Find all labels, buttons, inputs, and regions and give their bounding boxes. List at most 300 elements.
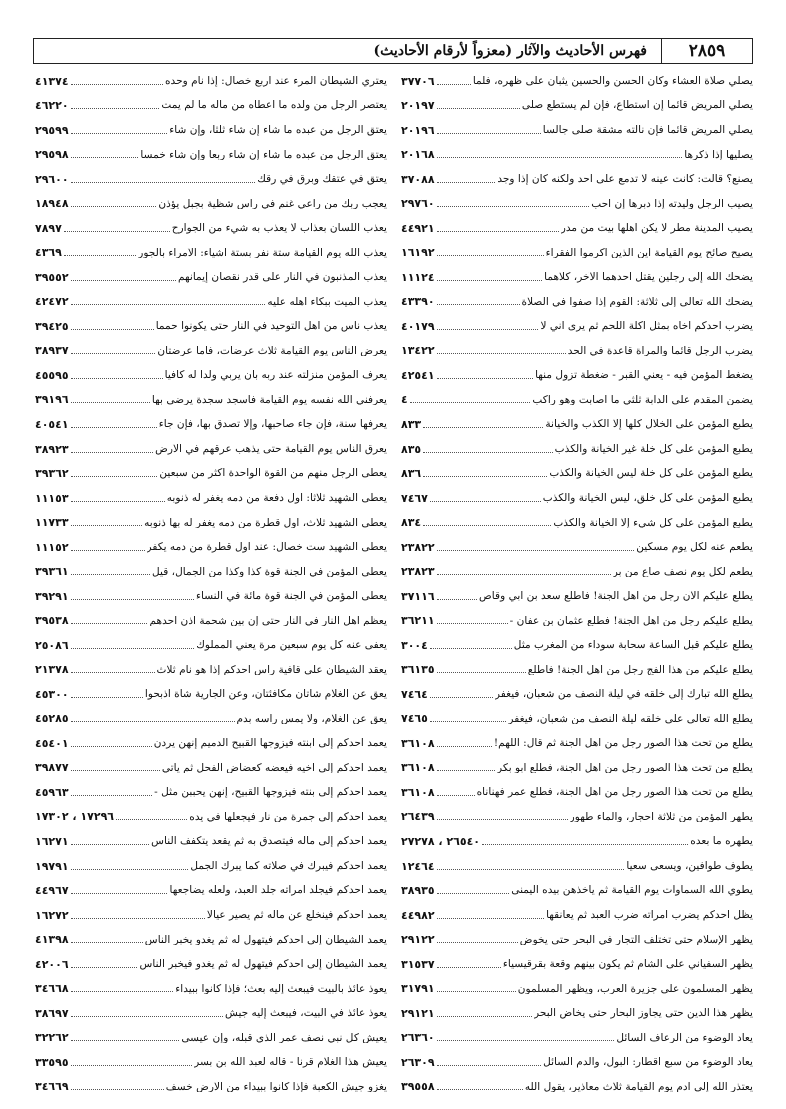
leader-dots	[437, 378, 533, 379]
hadith-number: ٣٤٦٦٩	[35, 1080, 69, 1094]
leader-dots	[71, 157, 139, 158]
leader-dots	[71, 648, 195, 649]
hadith-number: ٨٣٣	[401, 417, 422, 431]
leader-dots	[437, 893, 510, 894]
hadith-number: ٤١٣٩٨	[35, 933, 69, 947]
leader-dots	[71, 770, 160, 771]
leader-dots	[71, 574, 150, 575]
index-entry	[399, 902, 753, 927]
hadith-text: يطلع الله تبارك إلى خلقه في ليلة النصف من شعبان، فيغفر	[494, 689, 753, 700]
leader-dots	[71, 525, 143, 526]
hadith-number: ٣٩٨٧٧	[35, 761, 69, 775]
leader-dots	[71, 623, 148, 624]
index-entry	[399, 976, 753, 1001]
index-entry	[399, 510, 753, 535]
hadith-number: ٢٩٦٠٠	[35, 172, 69, 186]
hadith-text: يعطى الشهيد ثلاثا: أول دفعة من دمه يغفر له ذنوبه	[166, 492, 387, 504]
leader-dots	[437, 329, 539, 330]
index-entry	[399, 264, 753, 289]
leader-dots	[437, 231, 559, 232]
hadith-text: يعطى الشهيد ست خصال: عند أول قطرة من دمه يكفر	[146, 542, 387, 553]
hadith-number: ٢٩٥٩٩	[35, 123, 69, 137]
hadith-text: يعفى عنه كل يوم سبعين مرة يعني المملوك	[196, 640, 387, 651]
index-entry	[33, 608, 387, 633]
leader-dots	[71, 869, 189, 870]
hadith-number: ٤٠٥٤١	[35, 417, 69, 431]
hadith-number: ٣٩٣٦١	[35, 565, 69, 579]
hadith-number: ٤٥٣٠٠	[35, 687, 69, 701]
index-entry	[399, 730, 753, 755]
hadith-number: ٣٣٥٩٥	[35, 1055, 69, 1069]
leader-dots	[437, 599, 477, 600]
hadith-text: يعرق الناس يوم القيامة حتى يذهب عرقهم في الأرض	[155, 443, 387, 455]
hadith-number: ٢٣٨٢٢	[401, 540, 435, 554]
hadith-text: يعمد الشيطان إلى أحدكم فيتهول له ثم يغدو يخبر الناس	[144, 934, 387, 946]
leader-dots	[437, 550, 635, 551]
leader-dots	[437, 1089, 523, 1090]
hadith-number: ٤٠١٧٩	[401, 319, 435, 333]
hadith-text: يطوي الله السماوات يوم القيامة ثم يأخذهن بيده اليمنى	[511, 885, 753, 897]
index-entry	[399, 338, 753, 363]
index-entry	[399, 362, 753, 387]
leader-dots	[71, 452, 154, 453]
hadith-text: يضحك الله تعالى إلى ثلاثة: القوم إذا صفوا في الصلاة	[521, 296, 753, 308]
leader-dots	[437, 255, 544, 256]
index-entry	[399, 1025, 753, 1050]
hadith-text: يصيح صائح يوم القيامة أين الذين أكرموا الفقراء	[545, 247, 753, 259]
leader-dots	[71, 133, 168, 134]
leader-dots	[71, 501, 165, 502]
leader-dots	[437, 918, 544, 919]
index-entry	[399, 436, 753, 461]
hadith-text: يظهر السفياني على الشام ثم يكون بينهم وقعة بقرقيسياء	[502, 959, 753, 970]
hadith-number: ٣٦١٠٨	[401, 785, 435, 799]
leader-dots	[71, 844, 150, 845]
leader-dots	[437, 84, 471, 85]
index-entry	[399, 681, 753, 706]
hadith-text: يعمد الشيطان إلى أحدكم فيتهول له ثم يغدو فيخبر الناس	[139, 959, 387, 970]
hadith-number: ٢٩٧٦٠	[401, 197, 435, 211]
hadith-number: ١٨٩٤٨	[35, 197, 69, 211]
index-entry	[399, 313, 753, 338]
leader-dots	[71, 918, 205, 919]
hadith-number: ٣٦١٣٥	[401, 663, 435, 677]
page-title: فهرس الأحاديث والآثار (معزواً لأرقام الأحاديث)	[373, 43, 647, 59]
index-entry	[33, 215, 387, 240]
index-entry	[399, 927, 753, 952]
hadith-text: يعذب الله يوم القيامة ستة نفر بستة أشياء: الأمراء بالجور	[138, 247, 387, 259]
leader-dots	[71, 378, 163, 379]
leader-dots	[71, 329, 154, 330]
hadith-number: ٤٦٢٢٠	[35, 99, 69, 113]
leader-dots	[64, 231, 170, 232]
hadith-text: يصيب المدينة مطر لا يكن أهلها بيت من مدر	[560, 223, 753, 234]
index-entry	[33, 264, 387, 289]
hadith-number: ١٦٢٧٢	[35, 908, 69, 922]
hadith-number: ٣٧٧٠٦	[401, 74, 435, 88]
hadith-text: يعطى المؤمن في الجنة قوة مائة في النساء	[196, 591, 387, 602]
hadith-text: يعوذ عائذ في البيت، فيبعث إليه جيش	[224, 1008, 387, 1019]
index-entry	[399, 240, 753, 265]
hadith-text: يعمد أحدكم فيجلد امرأته جلد العبد، ولعله يضاجعها	[169, 885, 387, 897]
hadith-number: ١١١٥٢	[35, 540, 69, 554]
hadith-text: يصليها إذا ذكرها	[684, 149, 753, 161]
leader-dots	[71, 942, 143, 943]
index-entry	[33, 240, 387, 265]
index-entry	[33, 1074, 387, 1099]
hadith-number: ٤٢٤٧٢	[35, 295, 69, 309]
leader-dots	[71, 84, 163, 85]
index-entry	[399, 632, 753, 657]
leader-dots	[430, 697, 493, 698]
hadith-text: يطهر المؤمن من ثلاثة أحجار، والماء طهور	[569, 811, 753, 823]
hadith-number: ٣٩٢٩١	[35, 589, 69, 603]
hadith-number: ٧٤٦٥	[401, 712, 428, 726]
leader-dots	[71, 206, 157, 207]
hadith-text: يعمد أحدكم إلى بنته فيزوجها القبيح، إنهن يحببن مثل -	[154, 787, 387, 798]
leader-dots	[437, 795, 475, 796]
hadith-number: ٤١٣٧٤	[35, 74, 69, 88]
hadith-number: ٢١٣٧٨	[35, 663, 69, 677]
hadith-text: يعطى الرجل منهم من القوة الواحدة أكثر من سبعين	[159, 468, 387, 480]
index-entry	[399, 461, 753, 486]
hadith-number: ١٩٧٩١	[35, 859, 69, 873]
leader-dots	[437, 206, 590, 207]
hadith-number: ٤٢٥٤١	[401, 368, 435, 382]
hadith-number: ٤٣٣٩٠	[401, 295, 435, 309]
hadith-number: ٣٢٢٦٢	[35, 1031, 69, 1045]
page-header	[33, 38, 753, 64]
index-entry	[33, 828, 387, 853]
index-entry	[33, 853, 387, 878]
leader-dots	[71, 402, 150, 403]
hadith-number: ٢٦٣٠٩	[401, 1055, 435, 1069]
hadith-text: يطلع عليكم الآن رجل من أهل الجنة! فاطلع سعد بن أبي وقاص	[478, 591, 753, 602]
leader-dots	[423, 476, 547, 477]
leader-dots	[437, 280, 543, 281]
hadith-number: ١١١٥٣	[35, 491, 69, 505]
index-entry	[33, 927, 387, 952]
hadith-text: يضغط المؤمن فيه - يعني القبر - ضغطة تزول منها	[535, 370, 753, 381]
index-entry	[33, 706, 387, 731]
leader-dots	[71, 1065, 193, 1066]
index-entry	[399, 951, 753, 976]
hadith-number: ٤٥٤٠١	[35, 736, 69, 750]
hadith-text: يعمد أحدكم فينخلع عن ماله ثم يصير عيالا	[206, 910, 387, 921]
leader-dots	[423, 452, 553, 453]
leader-dots	[437, 108, 520, 109]
hadith-text: يعطى الشهيد ثلاث، أول قطرة من دمه يغفر له بها ذنوبه	[144, 517, 387, 529]
leader-dots	[430, 721, 507, 722]
index-entry	[33, 779, 387, 804]
index-entry	[33, 93, 387, 118]
hadith-text: يصلي صلاة العشاء وكان الحسن والحسين يثبان على ظهره، فلما	[472, 75, 753, 87]
leader-dots	[437, 133, 541, 134]
index-entry	[399, 1049, 753, 1074]
hadith-number: ٢٩١٢١	[401, 1006, 435, 1020]
hadith-text: يعذب اللسان بعذاب لا يعذب به شيء من الجوارح	[171, 223, 387, 234]
hadith-number: ٧٤٦٧	[401, 491, 428, 505]
leader-dots	[71, 1016, 223, 1017]
hadith-number: ٣٩٣٦٢	[35, 467, 69, 481]
leader-dots	[437, 1040, 615, 1041]
hadith-number: ٤٥٩٦٣	[35, 785, 69, 799]
leader-dots	[437, 770, 495, 771]
hadith-text: يطلع من تحت هذا الصور رجل من أهل الجنة ثم قال: اللهم!	[493, 738, 753, 749]
hadith-text: يطلع من تحت هذا الصور رجل من أهل الجنة، فطلع عمر فهنأناه	[476, 787, 753, 798]
hadith-text: يعتصر الرجل من ولده ما أعطاه من ماله ما لم يمت	[161, 100, 387, 112]
hadith-number: ٣٠٠٤	[401, 638, 428, 652]
leader-dots	[410, 402, 531, 403]
index-entry	[399, 534, 753, 559]
leader-dots	[71, 893, 168, 894]
leader-dots	[71, 280, 176, 281]
index-entry	[33, 534, 387, 559]
index-entry	[33, 951, 387, 976]
hadith-number: ٣٨٩٢٣	[35, 442, 69, 456]
index-entry	[399, 755, 753, 780]
hadith-text: يعتق الرجل من عبده ما شاء إن شاء ثلثا، وإن شاء	[169, 125, 387, 136]
index-entry	[33, 191, 387, 216]
hadith-text: يعيش هذا الغلام قرنا - قاله لعبد الله بن بسر	[194, 1057, 387, 1068]
hadith-text: يعذب المذنبون في النار على قدر نقصان إيمانهم	[177, 272, 387, 283]
leader-dots	[430, 648, 512, 649]
hadith-text: يضرب الرجل قائماً والمرأة قاعدة في الحد	[567, 345, 753, 357]
hadith-text: يعرف المؤمن منزلته عند ربه بأن يربي ولدا له كافيا	[164, 370, 387, 381]
index-entry	[399, 583, 753, 608]
hadith-number: ٨٣٤	[401, 516, 422, 530]
index-entry	[399, 166, 753, 191]
hadith-text: يطبع المؤمن على الخلال كلها إلا الكذب والخيانة	[545, 419, 753, 430]
leader-dots	[71, 182, 256, 183]
hadith-number: ٤	[401, 393, 408, 407]
hadith-number: ١١٧٣٣	[35, 516, 69, 530]
hadith-number: ٤٣٦٩	[35, 246, 62, 260]
hadith-number: ٣٧١١٦	[401, 589, 435, 603]
index-entry	[399, 559, 753, 584]
leader-dots	[437, 746, 492, 747]
hadith-number: ٢٩٥٩٨	[35, 148, 69, 162]
hadith-text: يظهر الإسلام حتى تختلف التجار في البحر حتى يخوض	[519, 934, 753, 946]
hadith-text: يعمد أحدكم فيبرك في صلاته كما يبرك الجمل	[190, 860, 387, 872]
leader-dots	[71, 599, 194, 600]
leader-dots	[71, 427, 157, 428]
hadith-text: يظل أحدكم يضرب امرأته ضرب العبد ثم يعانقها	[546, 910, 753, 921]
index-entry	[33, 485, 387, 510]
index-entry	[399, 387, 753, 412]
hadith-number: ٢٩١٢٢	[401, 933, 435, 947]
hadith-number: ٣١٧٩١	[401, 982, 435, 996]
hadith-text: يعوذ عائذ بالبيت فيبعث إليه بعث؛ فإذا كانوا ببيداء	[175, 983, 387, 995]
leader-dots	[430, 501, 541, 502]
hadith-number: ١١١٢٤	[401, 270, 435, 284]
index-entry	[33, 1025, 387, 1050]
hadith-text: يطعم عنه لكل يوم مسكين	[636, 542, 753, 553]
hadith-text: يطلع عليكم رجل من أهل الجنة! فطلع عثمان بن عفان -	[509, 615, 753, 627]
index-entry	[33, 338, 387, 363]
hadith-number: ٢٥٠٨٦	[35, 638, 69, 652]
index-entry	[399, 706, 753, 731]
hadith-number: ٢٦٣٦٠	[401, 1031, 435, 1045]
leader-dots	[437, 869, 625, 870]
hadith-text: يضمن المقدم على الدابة ثلثي ما أصابت وهو راكب	[532, 394, 753, 406]
hadith-text: يعذب ناس من أهل التوحيد في النار حتى يكونوا حمما	[155, 321, 387, 332]
leader-dots	[437, 304, 520, 305]
index-entry	[399, 1000, 753, 1025]
hadith-text: يطبع المؤمن على كل شيء إلا الخيانة والكذب	[553, 517, 753, 529]
hadith-number: ٧٨٩٧	[35, 221, 62, 235]
leader-dots	[437, 1065, 542, 1066]
hadith-text: يعظم أهل النار في النار حتى إن بين شحمة أذن أحدهم	[149, 615, 387, 627]
index-entry	[33, 142, 387, 167]
hadith-number: ٣٧٠٨٨	[401, 172, 435, 186]
hadith-text: يعمد أحدكم إلى جمرة من نار فيجعلها في يده	[189, 811, 387, 823]
hadith-number: ٣٩٥٥٢	[35, 270, 69, 284]
hadith-text: يطبع المؤمن على كل خلة غير الخيانة والكذب	[554, 443, 753, 455]
index-entry	[399, 1074, 753, 1099]
hadith-number: ١٢٤٦٤	[401, 859, 435, 873]
hadith-text: يعتق الرجل من عبده ما شاء إن شاء ربعا وإن شاء خمسا	[140, 149, 387, 161]
index-entry	[33, 730, 387, 755]
leader-dots	[116, 819, 187, 820]
leader-dots	[437, 574, 611, 575]
hadith-text: يصنع؟ قالت: كانت عينه لا تدمع على أحد ولكنه كان إذا وجد	[497, 174, 753, 185]
hadith-text: يطلع عليكم قبل الساعة سحابة سوداء من المغرب مثل	[513, 640, 753, 651]
leader-dots	[71, 746, 152, 747]
hadith-number: ٣٩٥٣٨	[35, 614, 69, 628]
index-entry	[33, 411, 387, 436]
index-entry	[33, 289, 387, 314]
hadith-number: ٤٥٢٨٥	[35, 712, 69, 726]
hadith-text: يغزو جيش الكعبة فإذا كانوا ببيداء من الأرض خسف	[165, 1081, 387, 1093]
hadith-text: يصيب الرجل وليدته إذا دبرها إن أحب	[591, 198, 753, 210]
hadith-number: ٣٦٢١١	[401, 614, 435, 628]
hadith-number: ٣٦١٠٨	[401, 761, 435, 775]
index-entry	[399, 191, 753, 216]
hadith-text: يطهره ما بعده	[690, 836, 753, 847]
leader-dots	[71, 1089, 164, 1090]
index-entry	[399, 804, 753, 829]
index-entry	[33, 902, 387, 927]
index-entry	[33, 632, 387, 657]
hadith-number: ٢٦٤٣٩	[401, 810, 435, 824]
hadith-text: يعرض الناس يوم القيامة ثلاث عرضات، فأما عرضتان	[157, 345, 387, 357]
hadith-number: ٣٨٩٣٧	[35, 344, 69, 358]
index-entry	[399, 878, 753, 903]
leader-dots	[437, 157, 683, 158]
hadith-text: يعق عن الغلام شاتان مكافئتان، وعن الجارية شاة اذبحوا	[144, 689, 387, 700]
hadith-number: ٢٦٥٤٠ ، ٢٧٢٧٨	[401, 835, 480, 848]
index-entry	[33, 681, 387, 706]
index-entry	[399, 93, 753, 118]
hadith-number: ١٧٢٩٦ ، ١٧٣٠٢	[35, 810, 114, 824]
hadith-text: يعاد الوضوء من سبع أقطار: البول، والدم السائل	[543, 1057, 753, 1068]
leader-dots	[437, 967, 501, 968]
index-entry	[399, 117, 753, 142]
leader-dots	[482, 844, 688, 845]
hadith-number: ٧٤٦٤	[401, 687, 428, 701]
index-entry	[399, 608, 753, 633]
left-column	[33, 68, 387, 1098]
hadith-text: يعتذر الله إلى آدم يوم القيامة ثلاث معاذير، يقول الله	[524, 1081, 753, 1093]
hadith-text: يعرفني الله نفسه يوم القيامة فأسجد سجدة يرضى بها	[151, 394, 387, 406]
right-column	[399, 68, 753, 1098]
hadith-number: ٣١٥٣٧	[401, 957, 435, 971]
hadith-text: يعقد الشيطان على قافية رأس أحدكم إذا هو نام ثلاث	[156, 664, 387, 676]
index-entry	[33, 976, 387, 1001]
index-entry	[33, 583, 387, 608]
leader-dots	[71, 353, 156, 354]
hadith-number: ٢٠١٩٦	[401, 123, 435, 137]
hadith-text: يظهر المسلمون على جزيرة العرب، ويظهر المسلمون	[517, 983, 753, 995]
index-entry	[399, 215, 753, 240]
leader-dots	[71, 108, 160, 109]
hadith-text: يطبع المؤمن على كل خلق، ليس الخيانة والكذب	[542, 492, 753, 504]
hadith-text: يعتق في عتقك وبرق في رقك	[257, 174, 387, 185]
hadith-text: يعمد أحدكم إلى ابنته فيزوجها القبيح الدميم إنهن يردن	[153, 738, 387, 749]
hadith-text: يعمد أحدكم إلى ماله فيتصدق به ثم يقعد يتكفف الناس	[151, 836, 387, 847]
leader-dots	[437, 353, 566, 354]
page-number: ٢٨٥٩	[661, 39, 752, 63]
leader-dots	[71, 967, 138, 968]
hadith-text: يعتري الشيطان المرء عند أربع خصال: إذا نام وحده	[164, 75, 387, 87]
hadith-text: يضحك الله إلى رجلين يقتل أحدهما الآخر، كلاهما	[544, 272, 753, 283]
index-entry	[33, 68, 387, 93]
leader-dots	[64, 255, 136, 256]
hadith-number: ١٦١٩٢	[401, 246, 435, 260]
hadith-number: ٢٠١٩٧	[401, 99, 435, 113]
leader-dots	[71, 721, 235, 722]
hadith-text: يصلي المريض قائما فإن نالته مشقة صلى جالسا	[542, 125, 753, 136]
hadith-number: ٣٨٩٣٥	[401, 884, 435, 898]
hadith-number: ٨٣٥	[401, 442, 422, 456]
hadith-text: يعرفها سنة، فإن جاء صاحبها، وإلا تصدق بها، فإن جاء	[158, 419, 387, 430]
leader-dots	[437, 991, 516, 992]
index-entry	[33, 166, 387, 191]
hadith-text: يعطى المؤمن في الجنة قوة كذا وكذا من الجمال، قيل	[152, 566, 387, 578]
index-entry	[33, 461, 387, 486]
index-entry	[33, 755, 387, 780]
hadith-number: ١٣٤٢٢	[401, 344, 435, 358]
hadith-number: ٨٣٦	[401, 467, 422, 481]
hadith-text: يعذب الميت ببكاء أهله عليه	[267, 296, 387, 308]
leader-dots	[71, 304, 266, 305]
hadith-number: ٤٤٩٨٢	[401, 908, 435, 922]
index-entry	[33, 1000, 387, 1025]
index-entry	[33, 510, 387, 535]
index-entry	[399, 853, 753, 878]
hadith-number: ٣٦١٠٨	[401, 736, 435, 750]
leader-dots	[437, 942, 518, 943]
index-columns	[33, 68, 753, 1098]
leader-dots	[71, 550, 145, 551]
hadith-text: يعجب ربك من راعي غنم في رأس شظية بجبل يؤذن	[158, 198, 387, 210]
leader-dots	[71, 697, 143, 698]
hadith-number: ٣٩١٩٦	[35, 393, 69, 407]
hadith-text: يظهر هذا الدين حتى يجاوز البحار حتى يخاض البحر	[534, 1008, 753, 1019]
index-entry	[399, 289, 753, 314]
leader-dots	[437, 672, 526, 673]
leader-dots	[71, 991, 174, 992]
hadith-text: يعق عن الغلام، ولا يمس رأسه بدم	[236, 713, 387, 725]
leader-dots	[437, 182, 496, 183]
leader-dots	[71, 672, 155, 673]
index-entry	[399, 411, 753, 436]
hadith-text: يعاد الوضوء من الرعاف السائل	[616, 1032, 753, 1044]
leader-dots	[71, 476, 158, 477]
index-entry	[33, 313, 387, 338]
hadith-text: يطلع عليكم من هذا الفج رجل من أهل الجنة! فاطلع	[527, 664, 753, 676]
